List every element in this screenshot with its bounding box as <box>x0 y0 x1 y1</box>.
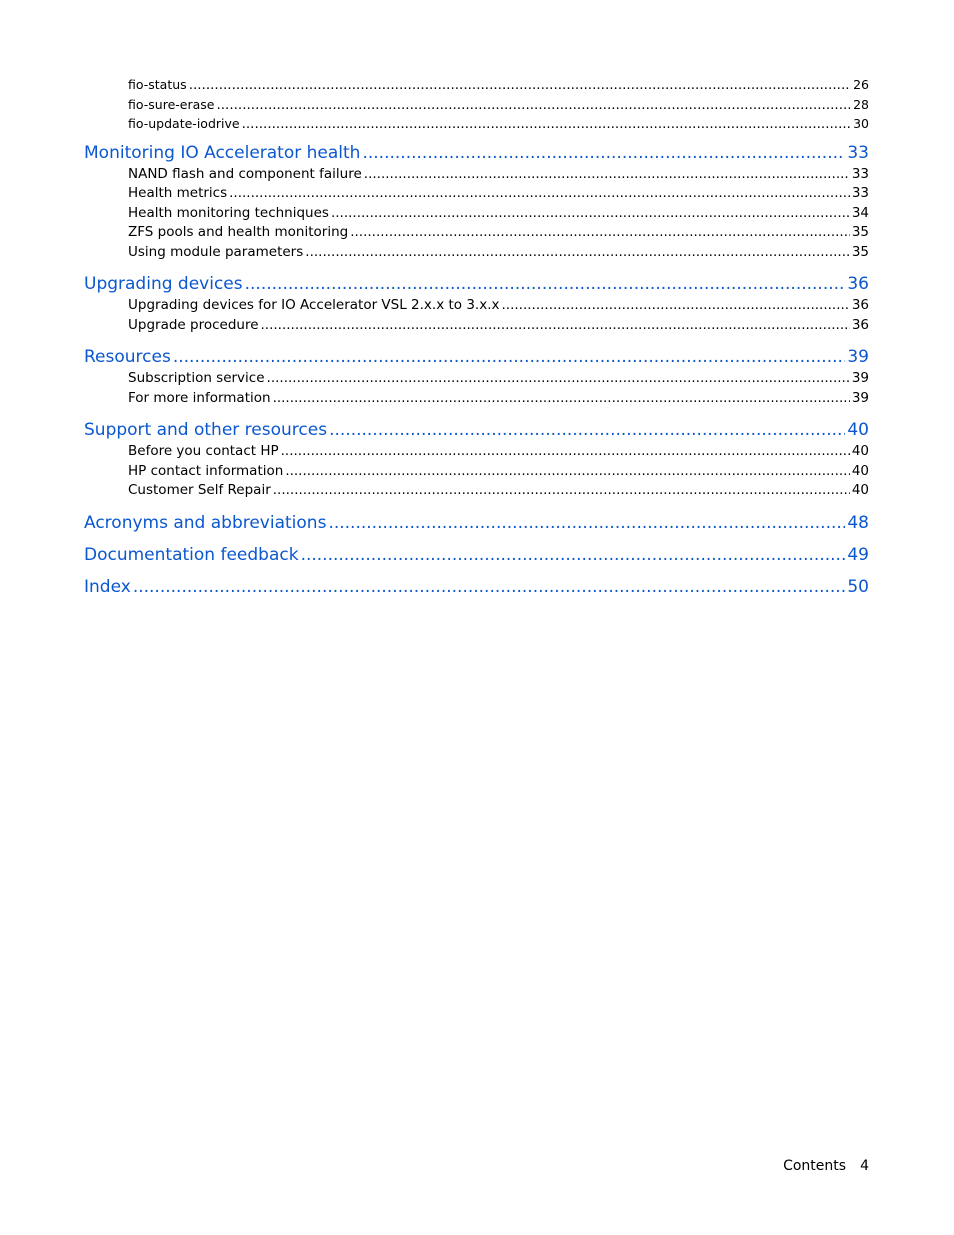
toc-item-page: 40 <box>851 443 869 459</box>
dot-leader <box>350 223 850 243</box>
toc-chapter-title: Index <box>84 576 131 597</box>
toc-chapter-title: Resources <box>84 347 171 367</box>
toc-item-label: fio-status <box>128 77 187 92</box>
toc-item-label: NAND flash and component failure <box>128 165 362 182</box>
toc-item-label: Subscription service <box>128 370 265 386</box>
toc-item[interactable] <box>84 165 869 185</box>
dot-leader <box>133 575 846 599</box>
dot-leader <box>301 543 846 567</box>
dot-leader <box>242 115 852 134</box>
toc-item[interactable] <box>84 369 869 389</box>
dot-leader <box>173 345 846 369</box>
toc-item-label: Health monitoring techniques <box>128 204 329 221</box>
dot-leader <box>328 511 845 535</box>
toc-chapter-title: Documentation feedback <box>84 544 299 565</box>
toc-item-page: 33 <box>851 165 869 182</box>
toc-item-page: 35 <box>851 224 869 240</box>
page-footer <box>783 1158 869 1174</box>
toc-item-label: ZFS pools and health monitoring <box>128 224 349 240</box>
toc-item-label: For more information <box>128 389 271 406</box>
toc-chapter-page: 49 <box>847 544 869 565</box>
dot-leader <box>273 389 850 409</box>
dot-leader <box>281 442 850 462</box>
dot-leader <box>267 369 850 389</box>
dot-leader <box>261 316 850 336</box>
toc-chapter-title: Acronyms and abbreviations <box>84 512 327 533</box>
footer-section-label: Contents <box>783 1158 847 1174</box>
toc-chapter-page: 40 <box>847 420 869 440</box>
toc-item-label: Using module parameters <box>128 243 304 260</box>
toc-item-page: 26 <box>853 77 869 92</box>
dot-leader <box>229 184 850 204</box>
toc-item[interactable] <box>84 296 869 316</box>
toc-chapter-link[interactable] <box>84 543 869 567</box>
toc-item[interactable] <box>84 389 869 409</box>
toc-item-label: Customer Self Repair <box>128 482 271 498</box>
toc-chapter-link[interactable] <box>84 141 869 165</box>
toc-item[interactable] <box>84 223 869 243</box>
toc-chapter-page: 39 <box>847 347 869 367</box>
toc-item-page: 39 <box>851 370 869 386</box>
toc-chapter-page: 33 <box>847 142 869 163</box>
footer-page-number: 4 <box>860 1158 869 1174</box>
toc-item[interactable] <box>84 462 869 482</box>
dot-leader <box>364 165 850 185</box>
toc-chapter-link[interactable] <box>84 272 869 296</box>
dot-leader <box>245 272 846 296</box>
toc-item-page: 30 <box>853 116 869 131</box>
toc-item-page: 35 <box>851 243 869 260</box>
dot-leader <box>501 296 849 316</box>
toc-chapter-title: Upgrading devices <box>84 274 243 294</box>
toc-item[interactable] <box>84 114 869 134</box>
toc-chapter-link[interactable] <box>84 345 869 369</box>
toc-item-page: 40 <box>851 462 869 479</box>
toc-item[interactable] <box>84 184 869 204</box>
toc-item-label: Health metrics <box>128 185 228 201</box>
toc-chapter-link[interactable] <box>84 418 869 442</box>
toc-item-label: Upgrade procedure <box>128 316 259 333</box>
toc-item-page: 36 <box>851 316 869 333</box>
toc-item-page: 40 <box>851 482 869 498</box>
toc-chapter-link[interactable] <box>84 575 869 599</box>
toc-item-label: Before you contact HP <box>128 443 279 459</box>
toc-chapter-page: 50 <box>847 576 869 597</box>
toc-item[interactable] <box>84 243 869 263</box>
toc-chapter-page: 36 <box>847 274 869 294</box>
toc-item[interactable] <box>84 481 869 501</box>
toc-chapter-link[interactable] <box>84 511 869 535</box>
toc-item-label: fio-update-iodrive <box>128 116 240 131</box>
toc-item-label: Upgrading devices for IO Accelerator VSL 2.x.x to 3.x.x <box>128 297 500 313</box>
toc-item-page: 39 <box>851 389 869 406</box>
toc-item-page: 33 <box>851 185 869 201</box>
toc-item[interactable] <box>84 95 869 115</box>
toc-item-page: 34 <box>851 204 869 221</box>
toc-item-label: HP contact information <box>128 462 284 479</box>
dot-leader <box>216 96 851 115</box>
dot-leader <box>305 243 850 263</box>
dot-leader <box>362 141 845 165</box>
dot-leader <box>189 76 851 95</box>
toc-chapter-title: Monitoring IO Accelerator health <box>84 142 361 163</box>
toc-item[interactable] <box>84 442 869 462</box>
dot-leader <box>285 462 850 482</box>
toc-item-label: fio-sure-erase <box>128 96 215 112</box>
toc-chapter-page: 48 <box>847 512 869 533</box>
dot-leader <box>273 481 850 501</box>
toc-item-page: 28 <box>853 96 869 112</box>
toc-chapter-title: Support and other resources <box>84 420 328 440</box>
toc-item-page: 36 <box>851 297 869 313</box>
toc-item[interactable] <box>84 316 869 336</box>
table-of-contents <box>84 75 869 599</box>
toc-item[interactable] <box>84 204 869 224</box>
dot-leader <box>329 418 845 442</box>
dot-leader <box>331 204 850 224</box>
toc-item[interactable] <box>84 75 869 95</box>
